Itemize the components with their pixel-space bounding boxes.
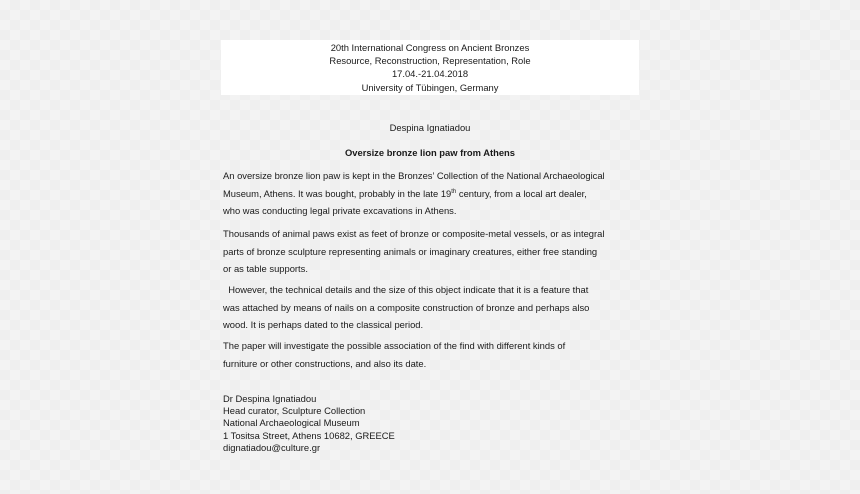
paragraph-line: furniture or other constructions, and also its date.: [223, 357, 427, 369]
line-text: Museum, Athens. It was bought, probably in the late 19: [223, 187, 452, 199]
abstract-paragraph-2: [223, 225, 643, 278]
conference-venue: University of Tübingen, Germany: [361, 81, 499, 93]
paragraph-line: An oversize bronze lion paw is kept in the Bronzes’ Collection of the National Archaeological: [223, 170, 605, 181]
contact-address: 1 Tositsa Street, Athens 10682, GREECE: [223, 429, 395, 441]
paper-title: Oversize bronze lion paw from Athens: [345, 147, 515, 158]
paragraph-line: wood. It is perhaps dated to the classical period.: [223, 319, 424, 330]
paragraph-line: parts of bronze sculpture representing animals or imaginary creatures, either free standing: [223, 245, 598, 257]
contact-institution: National Archaeological Museum: [223, 417, 360, 429]
conference-dates: 17.04.-21.04.2018: [391, 68, 469, 80]
abstract-paragraph-3: [223, 281, 643, 334]
paragraph-line: Thousands of animal paws exist as feet of bronze or composite-metal vessels, or as integral: [223, 228, 605, 239]
line-text: century, from a local art dealer,: [456, 187, 587, 199]
conference-name: 20th International Congress on Ancient Bronzes: [330, 42, 530, 53]
paragraph-line: The paper will investigate the possible association of the find with different kinds of: [223, 340, 566, 351]
paragraph-line: who was conducting legal private excavations in Athens.: [223, 205, 457, 216]
abstract-paragraph-4: [223, 337, 643, 372]
paragraph-line: was attached by means of nails on a composite construction of bronze and perhaps also: [223, 301, 590, 313]
author-name: Despina Ignatiadou: [389, 122, 471, 133]
abstract-paragraph-1: [223, 167, 643, 220]
conference-theme: Resource, Reconstruction, Representation, Role: [329, 55, 531, 67]
ordinal-superscript: th: [451, 188, 457, 195]
paragraph-line: However, the technical details and the size of this object indicate that it is a feature that: [223, 284, 589, 295]
paragraph-line: [223, 185, 643, 203]
contact-position: Head curator, Sculpture Collection: [223, 405, 366, 417]
contact-name: Dr Despina Ignatiadou: [223, 393, 317, 404]
conference-header: [221, 40, 639, 95]
paragraph-line: or as table supports.: [223, 263, 308, 274]
contact-block: [223, 393, 395, 454]
contact-email: dignatiadou@culture.gr: [223, 441, 321, 453]
